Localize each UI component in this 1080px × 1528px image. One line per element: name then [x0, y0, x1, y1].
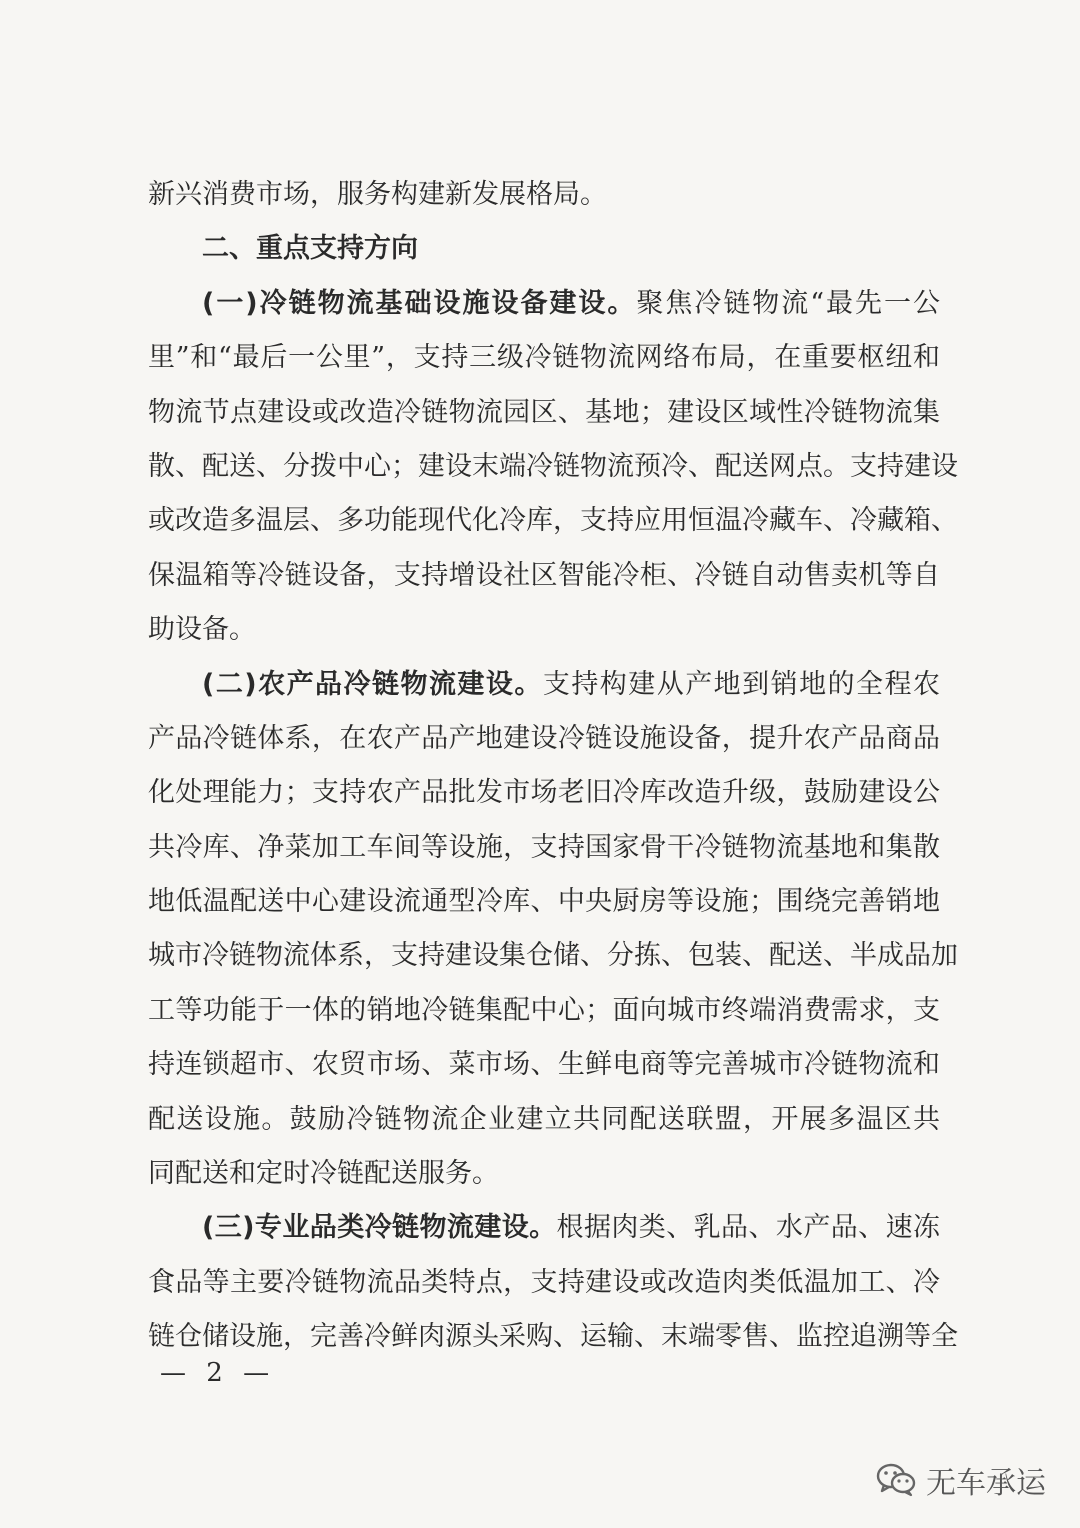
paragraph-line: 持连锁超市、农贸市场、菜市场、生鲜电商等完善城市冷链物流和 [148, 1049, 940, 1081]
paragraph-text: 根据肉类、乳品、水产品、速冻 [556, 1212, 940, 1244]
paragraph-text: 支持构建从产地到销地的全程农 [542, 668, 940, 700]
paragraph-line: 共冷库、净菜加工车间等设施，支持国家骨干冷链物流基地和集散 [148, 831, 940, 863]
paragraph-text: 聚焦冷链物流“最先一公 [636, 287, 940, 319]
page-number: — 2 — [160, 1358, 276, 1388]
paragraph-line [148, 658, 940, 712]
subsection-title: (三)专业品类冷链物流建设。 [202, 1212, 557, 1244]
paragraph-line: 地低温配送中心建设流通型冷库、中央厨房等设施；围绕完善销地 [148, 886, 940, 918]
paragraph-line: 化处理能力；支持农产品批发市场老旧冷库改造升级，鼓励建设公 [148, 777, 940, 809]
watermark-text: 无车承运 [926, 1466, 1046, 1501]
paragraph-line: 同配送和定时冷链配送服务。 [148, 1158, 499, 1190]
paragraph-line: 保温箱等冷链设备，支持增设社区智能冷柜、冷链自动售卖机等自 [148, 559, 940, 591]
paragraph-line [148, 277, 940, 331]
paragraph-line: 或改造多温层、多功能现代化冷库，支持应用恒温冷藏车、冷藏箱、 [148, 505, 958, 537]
paragraph-line: 工等功能于一体的销地冷链集配中心；面向城市终端消费需求，支 [148, 994, 940, 1026]
watermark [876, 1458, 1046, 1502]
paragraph-line: 链仓储设施，完善冷鲜肉源头采购、运输、末端零售、监控追溯等全 [148, 1321, 958, 1353]
paragraph-line: 食品等主要冷链物流品类特点，支持建设或改造肉类低温加工、冷 [148, 1266, 940, 1298]
paragraph-line: 新兴消费市场，服务构建新发展格局。 [148, 179, 607, 210]
paragraph-line: 散、配送、分拨中心；建设末端冷链物流预冷、配送网点。支持建设 [148, 450, 958, 482]
wechat-icon [876, 1463, 916, 1497]
section-heading: 二、重点支持方向 [202, 233, 418, 265]
subsection-title: (二)农产品冷链物流建设。 [202, 668, 543, 700]
document-body [148, 168, 958, 1365]
paragraph-line: 配送设施。鼓励冷链物流企业建立共同配送联盟，开展多温区共 [148, 1103, 940, 1135]
paragraph-line: 产品冷链体系，在农产品产地建设冷链设施设备，提升农产品商品 [148, 722, 940, 754]
paragraph-line: 城市冷链物流体系，支持建设集仓储、分拣、包装、配送、半成品加 [148, 940, 958, 972]
paragraph-line: 里”和“最后一公里”，支持三级冷链物流网络布局，在重要枢纽和 [148, 342, 940, 374]
subsection-title: (一)冷链物流基础设施设备建设。 [202, 287, 637, 319]
paragraph-line: 助设备。 [148, 614, 256, 646]
paragraph-line: 物流节点建设或改造冷链物流园区、基地；建设区域性冷链物流集 [148, 396, 940, 428]
paragraph-line [148, 1201, 940, 1255]
